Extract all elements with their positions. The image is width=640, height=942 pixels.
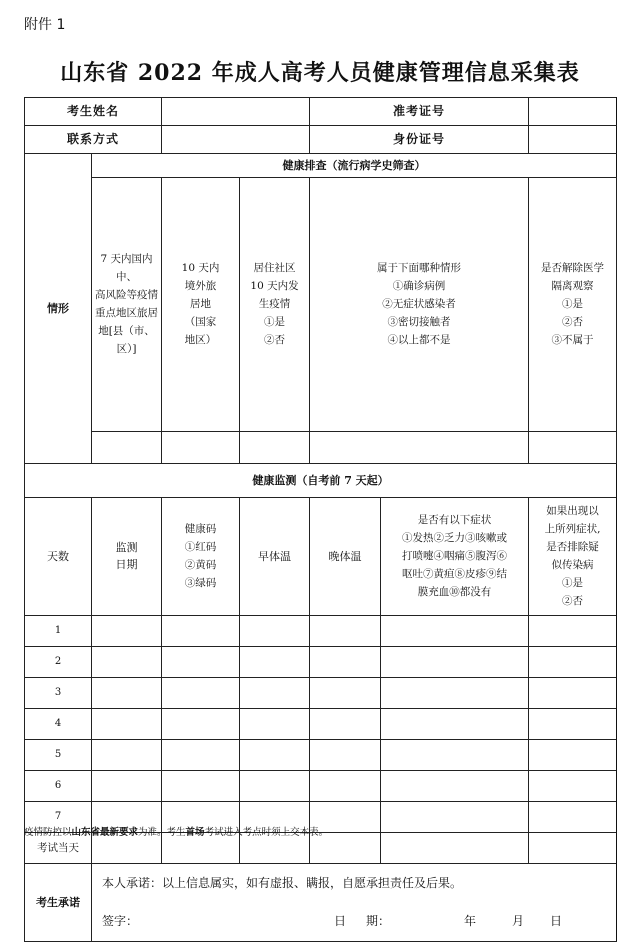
day-number: 4 [25, 708, 92, 739]
evening-temp-cell[interactable] [310, 708, 381, 739]
symptoms-header: 是否有以下症状 ①发热②乏力③咳嗽或 打喷嚏④咽痛⑤腹泻⑥ 呕吐⑦黄疸⑧皮疹⑨结 膜充血⑩都没有 [381, 497, 529, 615]
monitoring-title: 健康监测（自考前 7 天起） [25, 463, 617, 497]
table-row [25, 677, 617, 708]
day-number: 2 [25, 646, 92, 677]
exam-id-field[interactable] [529, 98, 617, 126]
morning-temp-cell[interactable] [240, 615, 310, 646]
name-label: 考生姓名 [25, 98, 162, 126]
symptoms-cell[interactable] [381, 770, 529, 801]
screening-col-overseas: 10 天内 境外旅 居地 （国家 地区） [162, 178, 240, 432]
screening-answer-cell[interactable] [310, 431, 529, 463]
table-row [25, 646, 617, 677]
signature-line [102, 902, 616, 940]
date-label-char: 日 [334, 913, 347, 928]
health-code-cell[interactable] [162, 708, 240, 739]
id-card-label: 身份证号 [310, 126, 529, 154]
table-row [25, 615, 617, 646]
exclusion-cell[interactable] [529, 739, 617, 770]
contact-field[interactable] [162, 126, 310, 154]
month-label: 月 [512, 913, 525, 928]
screening-title: 健康排查（流行病学史筛查） [92, 154, 617, 178]
morning-temp-cell[interactable] [240, 739, 310, 770]
date-cell[interactable] [92, 739, 162, 770]
evening-temp-cell[interactable] [310, 770, 381, 801]
contact-label: 联系方式 [25, 126, 162, 154]
form-title: 山东省 2022 年成人高考人员健康管理信息采集表 [60, 60, 580, 86]
day-label: 日 [550, 913, 563, 928]
table-row [25, 770, 617, 801]
exclusion-header: 如果出现以 上所列症状, 是否排除疑 似传染病 ①是 ②否 [529, 497, 617, 615]
screening-col-community: 居住社区 10 天内发 生疫情 ①是 ②否 [240, 178, 310, 432]
exclusion-cell[interactable] [529, 708, 617, 739]
screening-answer-cell[interactable] [240, 431, 310, 463]
evening-temp-cell[interactable] [310, 646, 381, 677]
name-field[interactable] [162, 98, 310, 126]
health-code-cell[interactable] [162, 770, 240, 801]
exam-day-label: 考试当天 [25, 832, 92, 863]
morning-temp-cell[interactable] [240, 770, 310, 801]
symptoms-cell[interactable] [381, 646, 529, 677]
evening-temp-header: 晚体温 [310, 497, 381, 615]
attachment-label: 附件 1 [24, 17, 66, 33]
evening-temp-cell[interactable] [310, 677, 381, 708]
days-header: 天数 [25, 497, 92, 615]
health-code-cell[interactable] [162, 739, 240, 770]
symptoms-cell[interactable] [381, 677, 529, 708]
day-number: 5 [25, 739, 92, 770]
date-label-suffix: 期： [366, 913, 391, 928]
evening-temp-cell[interactable] [310, 739, 381, 770]
exclusion-cell[interactable] [529, 770, 617, 801]
date-cell[interactable] [92, 770, 162, 801]
table-row [25, 708, 617, 739]
screening-answer-cell[interactable] [162, 431, 240, 463]
health-code-cell[interactable] [162, 646, 240, 677]
pledge-label: 考生承诺 [25, 863, 92, 941]
day-number: 1 [25, 615, 92, 646]
id-card-field[interactable] [529, 126, 617, 154]
morning-temp-header: 早体温 [240, 497, 310, 615]
date-header: 监测 日期 [92, 497, 162, 615]
health-code-header: 健康码 ①红码 ②黄码 ③绿码 [162, 497, 240, 615]
morning-temp-cell[interactable] [240, 677, 310, 708]
screening-col-quarantine: 是否解除医学 隔离观察 ①是 ②否 ③不属于 [529, 178, 617, 432]
exclusion-cell[interactable] [529, 677, 617, 708]
morning-temp-cell[interactable] [240, 646, 310, 677]
screening-col-domestic-risk: 7 天内国内中、 高风险等疫情 重点地区旅居 地[县（市、 区）] [92, 178, 162, 432]
symptoms-cell[interactable] [381, 801, 529, 832]
symptoms-cell[interactable] [381, 832, 529, 863]
date-cell[interactable] [92, 708, 162, 739]
exclusion-cell[interactable] [529, 615, 617, 646]
health-code-cell[interactable] [162, 615, 240, 646]
exam-id-label: 准考证号 [310, 98, 529, 126]
footer-note: 疫情防控以山东省最新要求为准。考生首场考试进入考点时须上交本表。 [24, 827, 329, 838]
date-cell[interactable] [92, 615, 162, 646]
evening-temp-cell[interactable] [310, 615, 381, 646]
screening-answer-cell[interactable] [529, 431, 617, 463]
health-code-cell[interactable] [162, 677, 240, 708]
screening-col-case-type: 属于下面哪种情形 ①确诊病例 ②无症状感染者 ③密切接触者 ④以上都不是 [310, 178, 529, 432]
exclusion-cell[interactable] [529, 801, 617, 832]
morning-temp-cell[interactable] [240, 708, 310, 739]
symptoms-cell[interactable] [381, 739, 529, 770]
pledge-cell [92, 863, 617, 941]
day-number: 7 [25, 801, 92, 832]
symptoms-cell[interactable] [381, 615, 529, 646]
signature-label: 签字： [102, 913, 139, 928]
exclusion-cell[interactable] [529, 832, 617, 863]
date-cell[interactable] [92, 646, 162, 677]
symptoms-cell[interactable] [381, 708, 529, 739]
day-number: 6 [25, 770, 92, 801]
table-row [25, 739, 617, 770]
year-label: 年 [464, 913, 477, 928]
screening-answer-cell[interactable] [92, 431, 162, 463]
pledge-text: 本人承诺：以上信息属实，如有虚报、瞒报，自愿承担责任及后果。 [102, 876, 463, 891]
date-cell[interactable] [92, 677, 162, 708]
form-table [24, 97, 617, 942]
day-number: 3 [25, 677, 92, 708]
exclusion-cell[interactable] [529, 646, 617, 677]
situation-label: 情形 [25, 154, 92, 464]
